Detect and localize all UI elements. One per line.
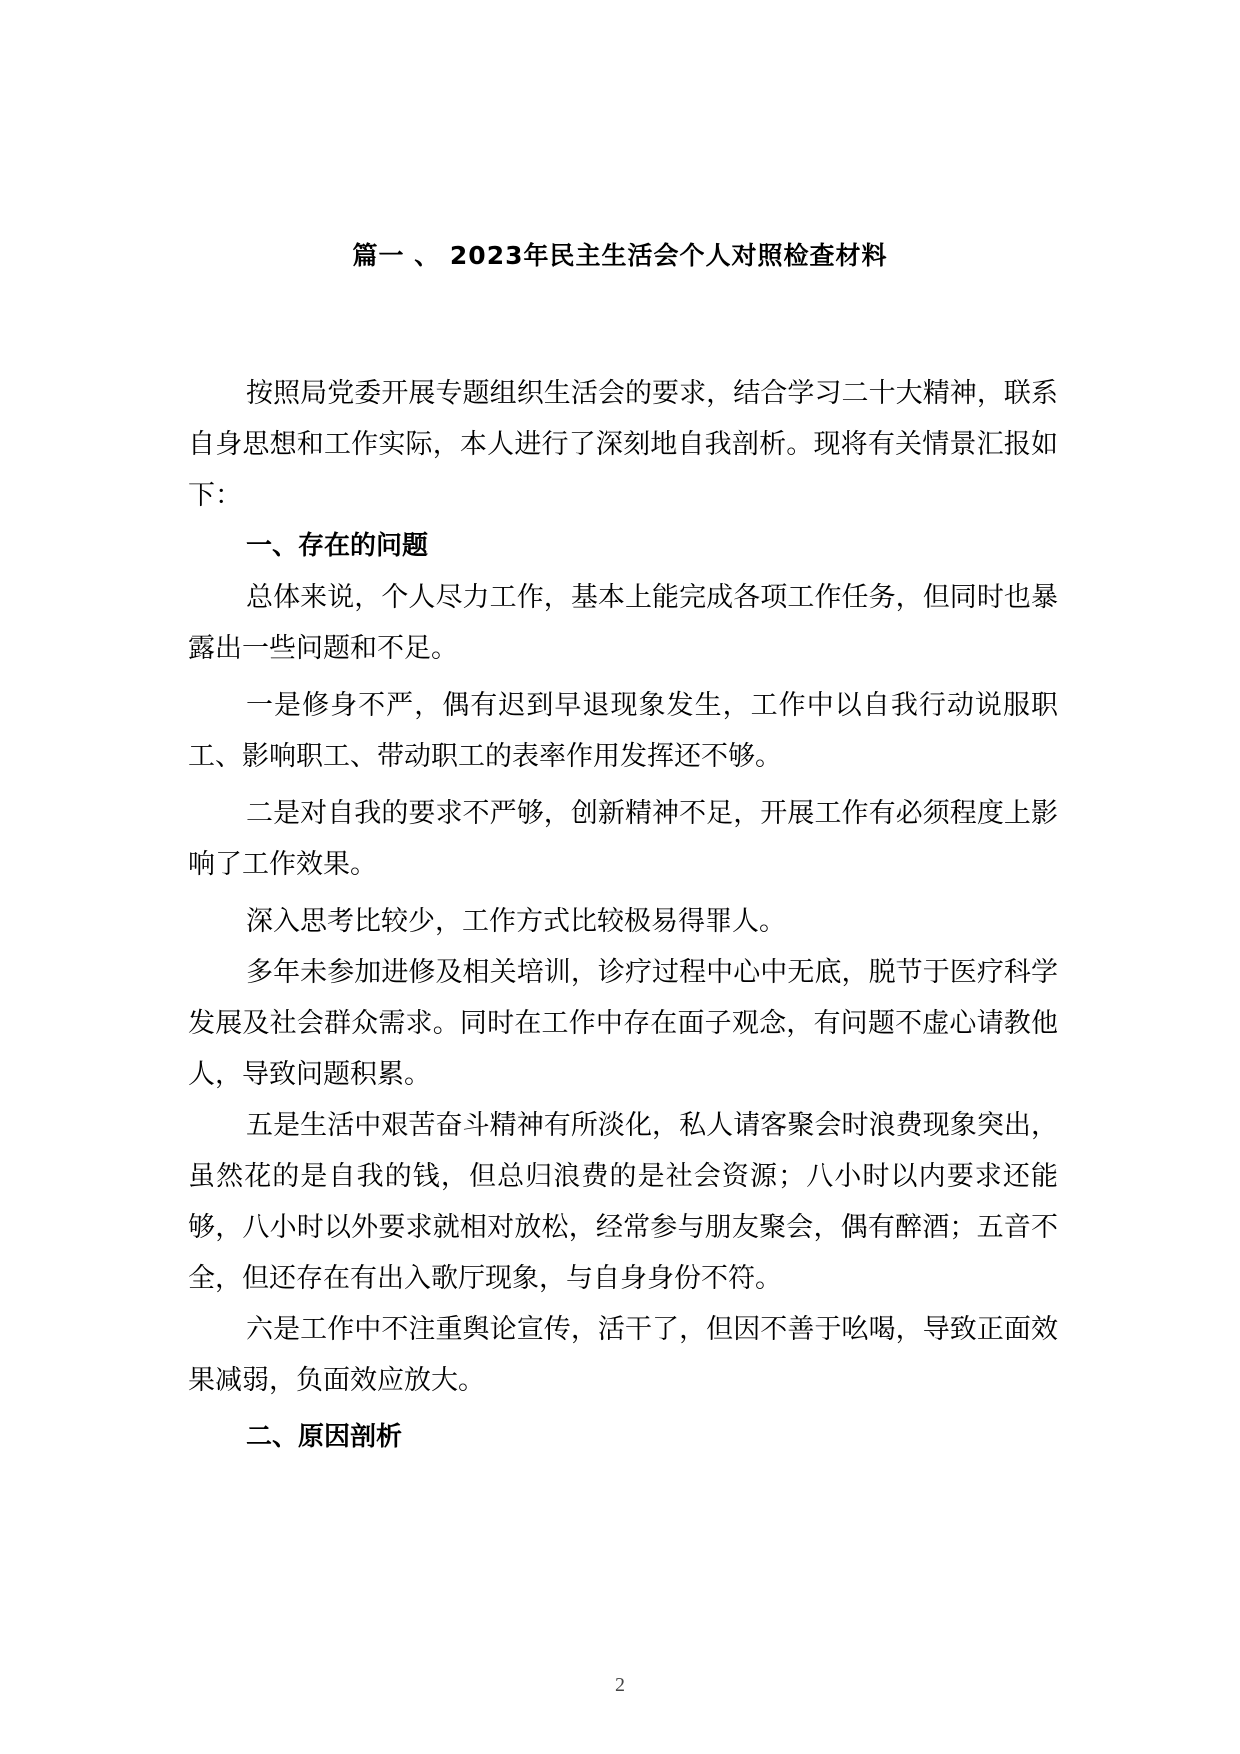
- body-paragraph: 总体来说，个人尽力工作，基本上能完成各项工作任务，但同时也暴露出一些问题和不足。: [188, 582, 1058, 664]
- body-paragraph: 六是工作中不注重舆论宣传，活干了，但因不善于吆喝，导致正面效果减弱，负面效应放大。: [188, 1314, 1058, 1396]
- intro-paragraph: 按照局党委开展专题组织生活会的要求，结合学习二十大精神，联系自身思想和工作实际，本人进行了深刻地自我剖析。现将有关情景汇报如下：: [188, 378, 1058, 511]
- body-paragraph: 二是对自我的要求不严够，创新精神不足，开展工作有必须程度上影响了工作效果。: [188, 798, 1058, 880]
- document-body: [188, 368, 1058, 1463]
- body-paragraph: 深入思考比较少，工作方式比较极易得罪人。: [246, 906, 786, 937]
- body-paragraph: 五是生活中艰苦奋斗精神有所淡化，私人请客聚会时浪费现象突出，虽然花的是自我的钱，但总归浪费的是社会资源；八小时以内要求还能够，八小时以外要求就相对放松，经常参与朋友聚会，偶有醉酒；五音不全，但还存在有出入歌厅现象，与自身身份不符。: [188, 1110, 1058, 1294]
- body-paragraph: 一是修身不严，偶有迟到早退现象发生，工作中以自我行动说服职工、影响职工、带动职工的表率作用发挥还不够。: [188, 690, 1058, 772]
- page-number: 2: [615, 1674, 625, 1696]
- body-paragraph: 多年未参加进修及相关培训，诊疗过程中心中无底，脱节于医疗科学发展及社会群众需求。同时在工作中存在面子观念，有问题不虚心请教他人，导致问题积累。: [188, 957, 1058, 1090]
- section-heading-problems: 一、存在的问题: [246, 531, 429, 561]
- section-heading-causes: 二、原因剖析: [246, 1422, 403, 1452]
- document-title: 篇一 、 2023年民主生活会个人对照检查材料: [352, 241, 888, 270]
